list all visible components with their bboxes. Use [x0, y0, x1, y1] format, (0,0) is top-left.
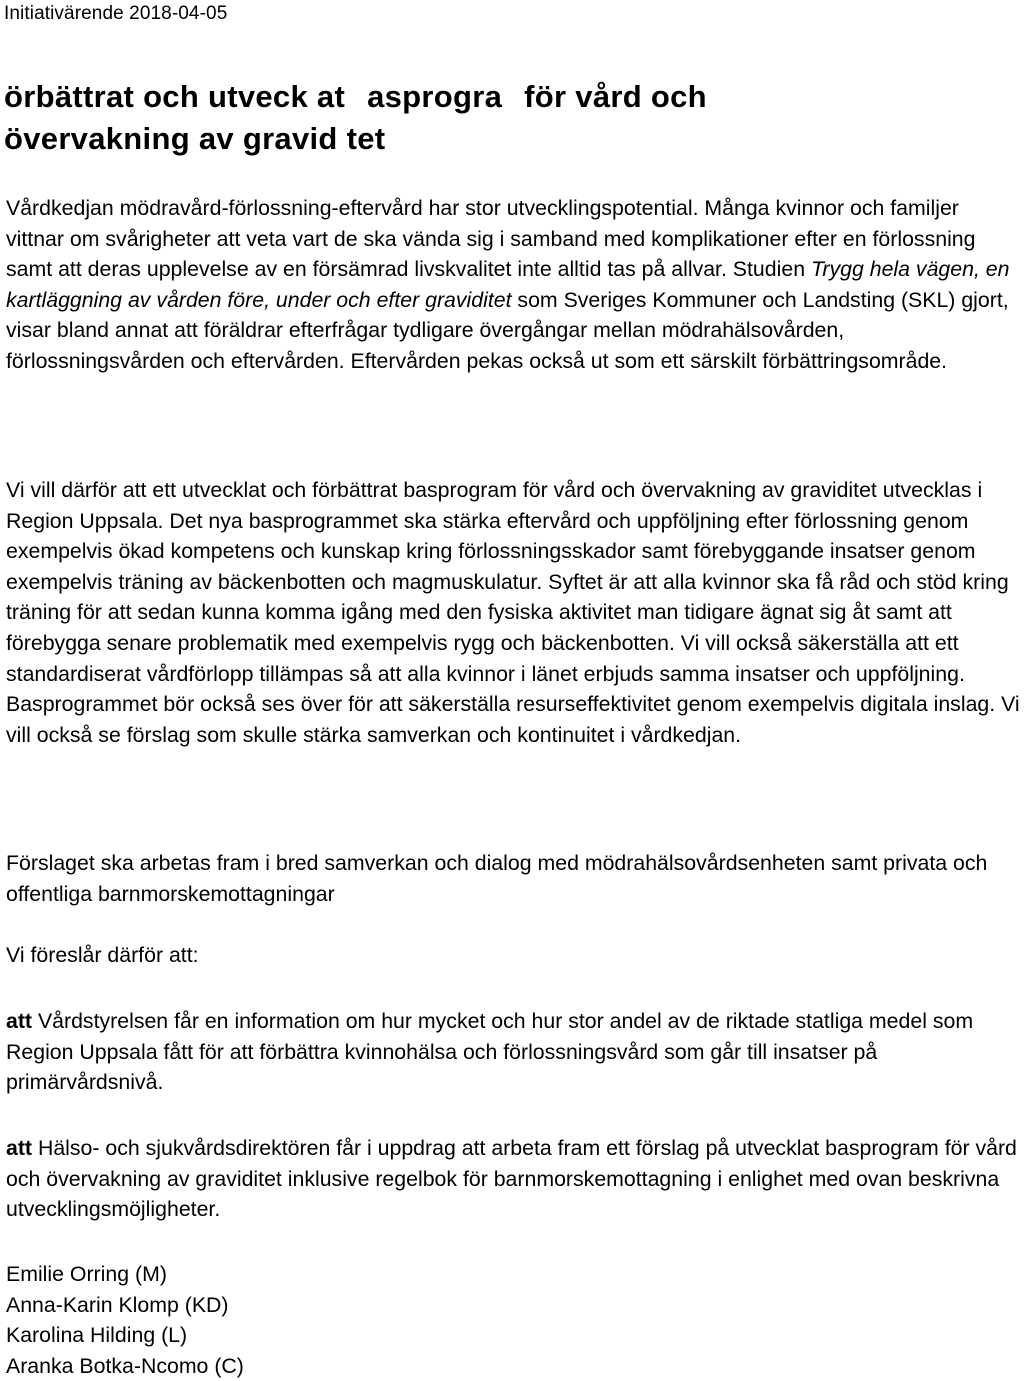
title-part-2: asprogra	[367, 79, 503, 114]
title-line-2: övervakning av gravid tet	[4, 121, 386, 156]
document-header: Initiativärende 2018-04-05	[4, 3, 228, 24]
signers-list	[6, 1259, 606, 1381]
document-title	[4, 76, 1014, 160]
signer-name: Aranka Botka-Ncomo (C)	[6, 1353, 244, 1378]
paragraph-background-start: Vårdkedjan mödravård-förlossning-eftervård har stor utvecklingspotential. Många kvinnor och familjer vittnar om svårigheter att veta vart de ska vända sig i samband med komplikationer efter en förlossning samt att deras upplevelse av en försämrad livskvalitet inte alltid tas på allvar. Studien	[6, 196, 976, 282]
signer-name: Karolina Hilding (L)	[6, 1323, 188, 1348]
signer-name: Anna-Karin Klomp (KD)	[6, 1292, 229, 1317]
paragraph-collaboration: Förslaget ska arbetas fram i bred samverkan och dialog med mödrahälsovårdsenheten samt privata och offentliga barnmorskemottagningar	[6, 851, 988, 906]
proposal-keyword: att	[6, 1136, 33, 1160]
signer-name: Emilie Orring (M)	[6, 1262, 167, 1286]
proposal-text: Hälso- och sjukvårdsdirektören får i uppdrag att arbeta fram ett förslag på utvecklat basprogram för vård och övervakning av graviditet inklusive regelbok för barnmorskemottagning i enlighet med ovan beskrivna utvecklingsmöjligheter.	[6, 1136, 1017, 1222]
proposal-item	[6, 1133, 1020, 1225]
paragraph-we-propose: Vi föreslår därför att:	[6, 943, 199, 967]
study-title: Trygg hela vägen, en kartläggning av vården före, under och efter graviditet	[6, 257, 1010, 312]
title-part-1: örbättrat och utveck at	[4, 79, 346, 114]
paragraph-background-end: som Sveriges Kommuner och Landsting (SKL) gjort, visar bland annat att föräldrar efterfrågar tydligare övergångar mellan mödrahälsovården, förlossningsvården och eftervården. Eftervården pekas också ut som ett särskilt förbättringsområde.	[6, 287, 1009, 373]
title-part-3: för vård och	[524, 79, 707, 114]
paragraph-proposal-description: Vi vill därför att ett utvecklat och förbättrat basprogram för vård och övervakning av graviditet utvecklas i Region Uppsala. Det nya basprogrammet ska stärka eftervård och uppföljning efter förlossning genom exempelvis ökad kompetens och kunskap kring förlossningsskador samt förebyggande insatser genom exempelvis träning av bäckenbotten och magmuskulatur. Syftet är att alla kvinnor ska få råd och stöd kring träning för att sedan kunna komma igång med den fysiska aktivitet man tidigare ägnat sig åt samt att förebygga senare problematik med exempelvis rygg och bäckenbotten. Vi vill också säkerställa att ett standardiserat vårdförlopp tillämpas så att alla kvinnor i länet erbjuds samma insatser och uppföljning. Basprogrammet bör också ses över för att säkerställa resurseffektivitet genom exempelvis digitala inslag. Vi vill också se förslag som skulle stärka samverkan och kontinuitet i vårdkedjan.	[6, 478, 1020, 747]
proposal-text: Vårdstyrelsen får en information om hur mycket och hur stor andel av de riktade statliga medel som Region Uppsala fått för att förbättra kvinnohälsa och förlossningsvård som går till insatser på primärvårdsnivå.	[6, 1009, 974, 1095]
proposal-keyword: att	[6, 1009, 33, 1033]
proposal-item	[6, 1006, 1020, 1098]
paragraph-background	[6, 193, 1020, 377]
